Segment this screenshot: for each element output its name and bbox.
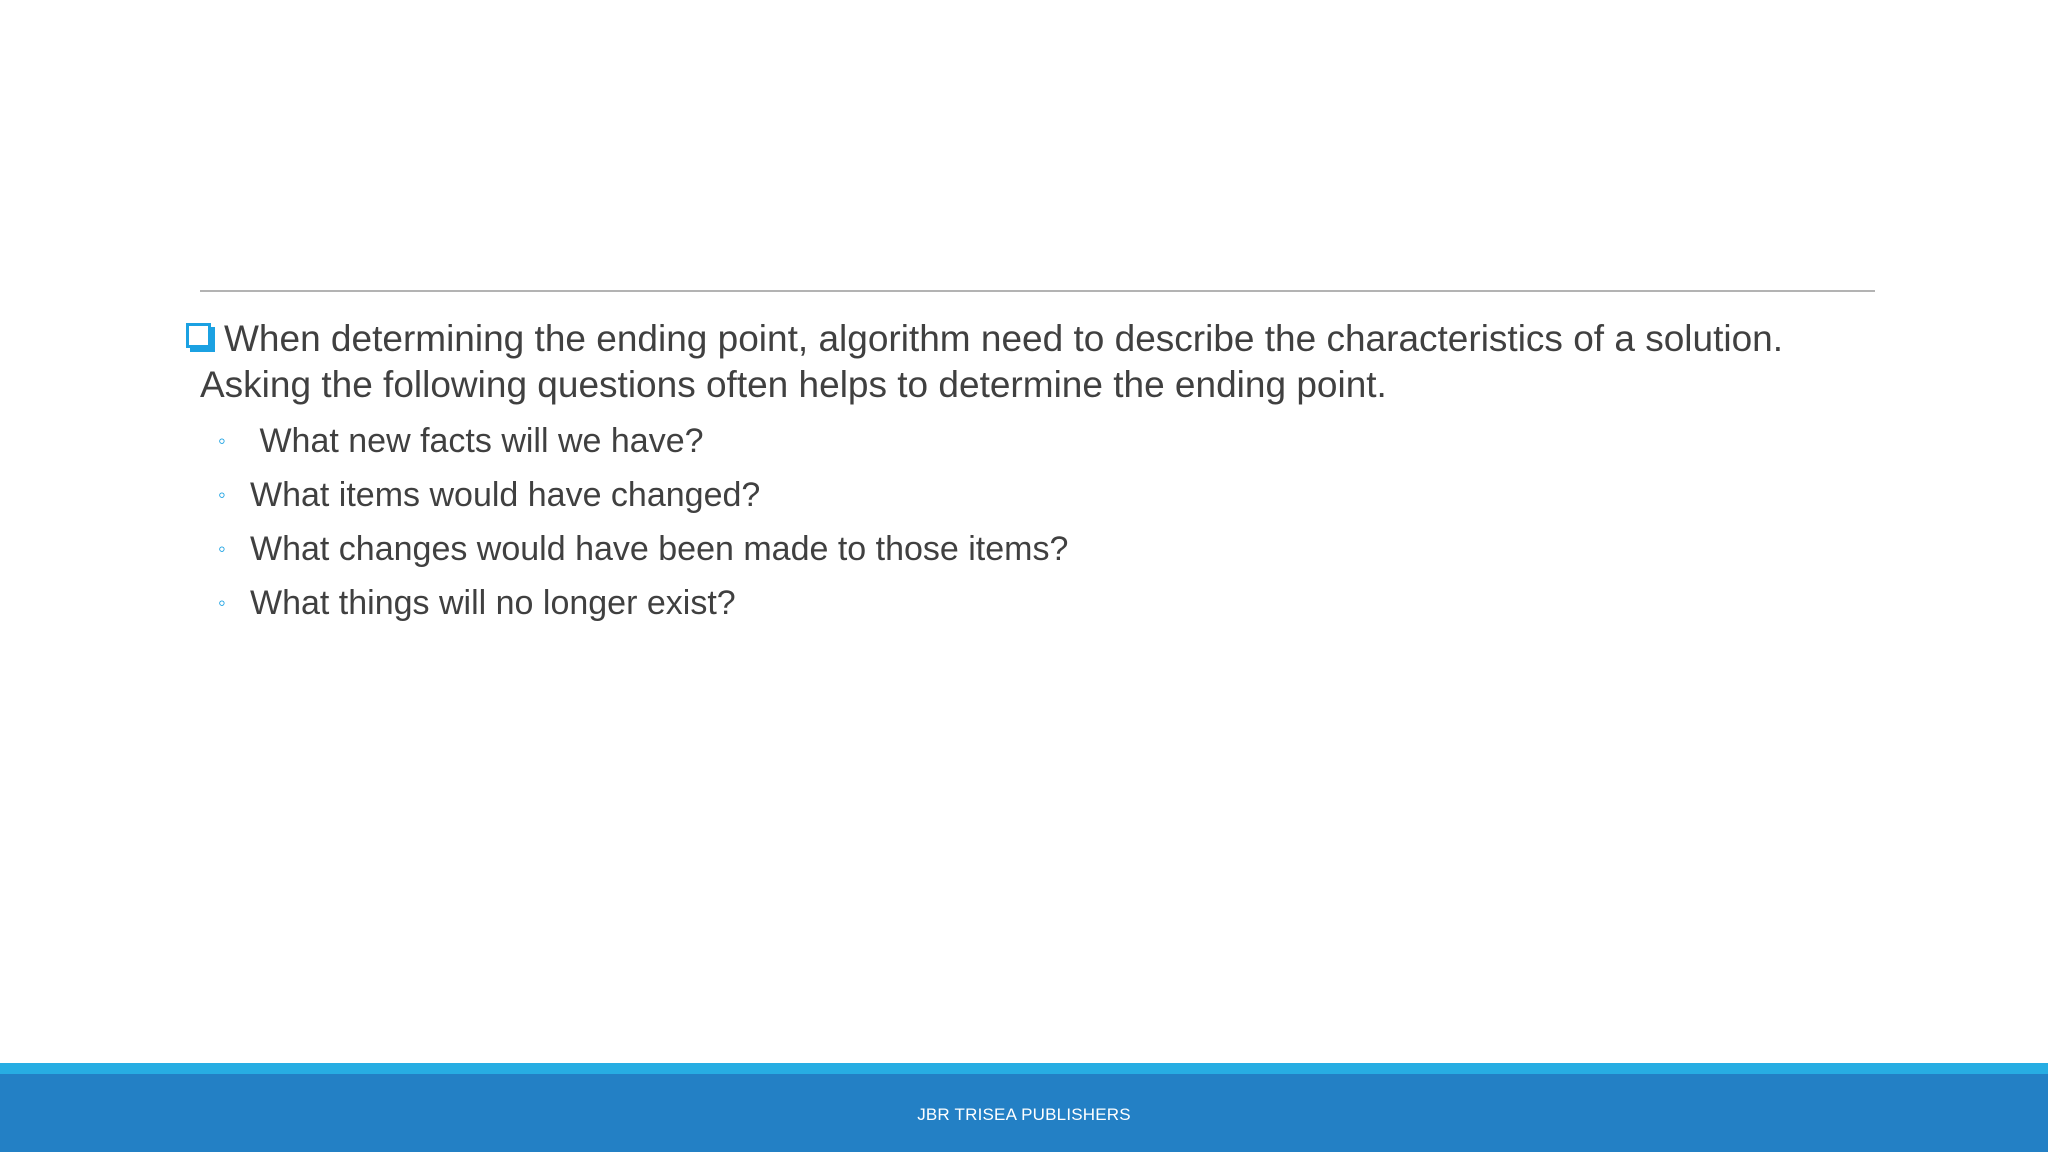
sub-point-text: What items would have changed? [250, 476, 761, 514]
main-point-text: When determining the ending point, algorithm need to describe the characteristics of a solution. Asking the following questions often helps to determine the ending point. [200, 318, 1784, 405]
checkbox-icon [186, 323, 216, 353]
list-item [218, 576, 1886, 630]
hollow-circle-icon: ◦ [218, 590, 226, 615]
footer-band [0, 1074, 2048, 1152]
hollow-circle-icon: ◦ [218, 536, 226, 561]
sub-point-text: What things will no longer exist? [250, 584, 736, 622]
list-item [218, 522, 1886, 576]
sub-point-text: What new facts will we have? [250, 422, 704, 460]
footer-publisher-text: JBR TRISEA PUBLISHERS [917, 1105, 1131, 1124]
hollow-circle-icon: ◦ [218, 482, 226, 507]
title-divider [200, 290, 1875, 292]
footer-accent-stripe [0, 1063, 2048, 1074]
list-item [218, 468, 1886, 522]
sub-bullet-list [186, 414, 1886, 630]
slide-content [186, 316, 1886, 630]
list-item [218, 414, 1886, 468]
main-bullet-point [186, 316, 1886, 408]
hollow-circle-icon: ◦ [218, 428, 226, 453]
sub-point-text: What changes would have been made to those items? [250, 530, 1069, 568]
